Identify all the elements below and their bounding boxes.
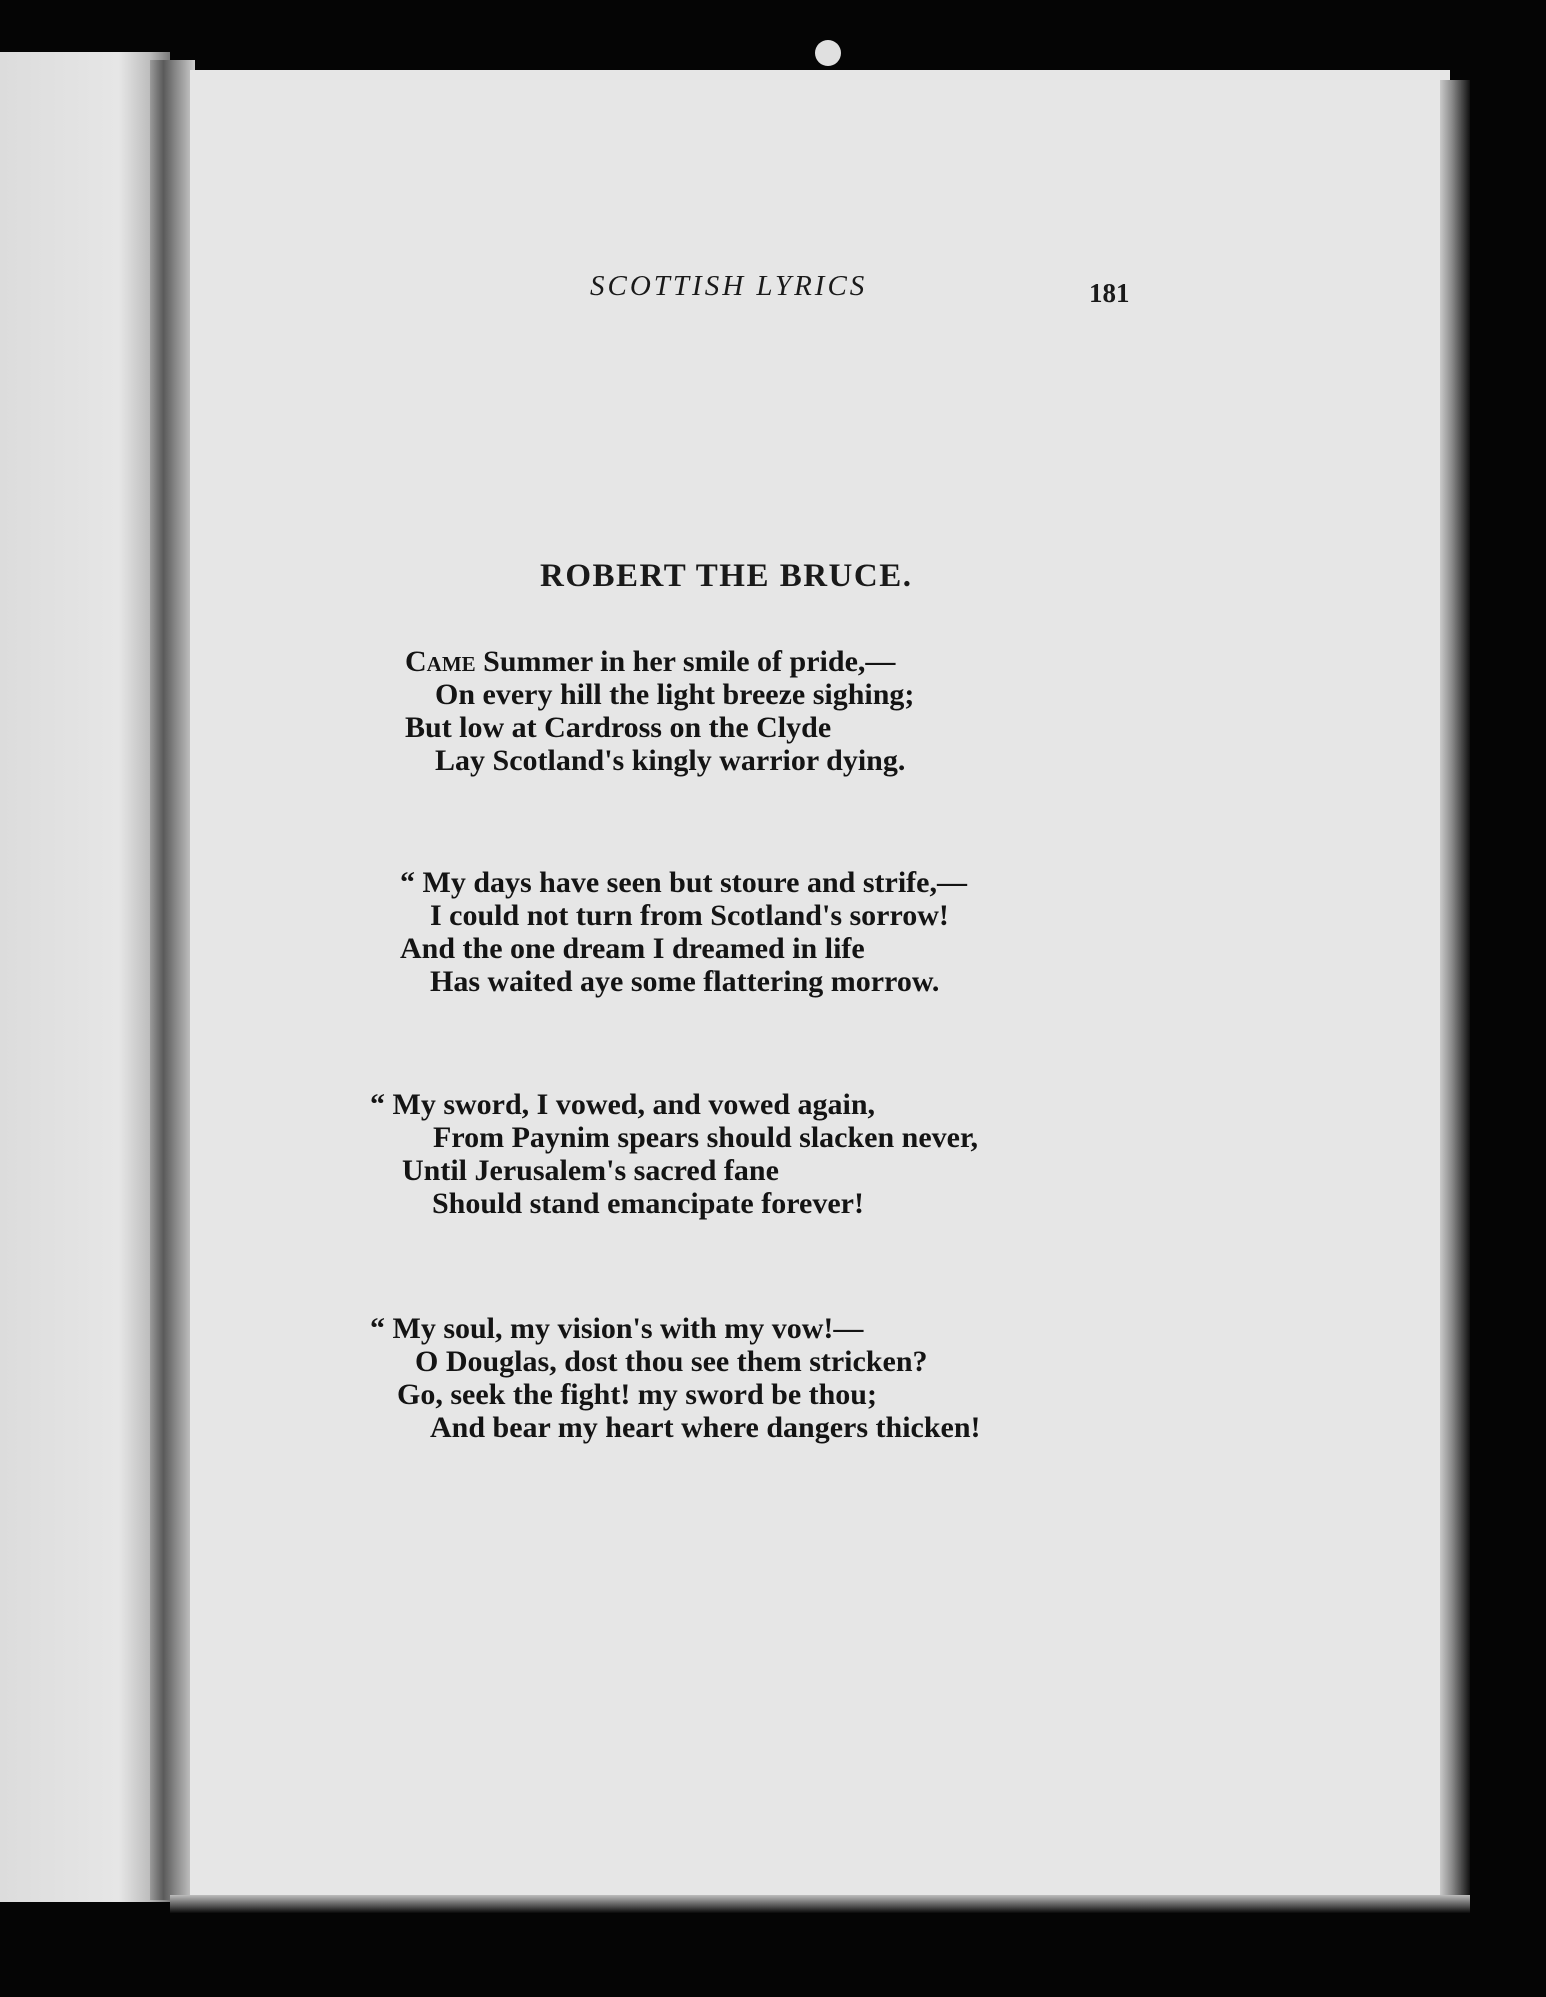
stanza-4 — [370, 1312, 981, 1444]
poem-line: “ My soul, my vision's with my vow!— — [370, 1312, 864, 1345]
poem-line: I could not turn from Scotland's sorrow! — [430, 899, 949, 932]
poem-line: From Paynim spears should slacken never, — [433, 1121, 979, 1154]
running-head: SCOTTISH LYRICS — [590, 270, 868, 302]
stanza-1 — [405, 645, 914, 777]
poem-line: And bear my heart where dangers thicken! — [430, 1411, 981, 1444]
poem-line: “ My days have seen but stoure and strife,— — [400, 866, 967, 899]
poem-line: Lay Scotland's kingly warrior dying. — [435, 744, 906, 777]
poem-line: Until Jerusalem's sacred fane — [402, 1154, 779, 1187]
poem-line: Go, seek the fight! my sword be thou; — [397, 1378, 877, 1411]
poem-line — [405, 645, 914, 678]
line-text: Summer in her smile of pride,— — [475, 645, 896, 678]
poem-line: O Douglas, dost thou see them stricken? — [415, 1345, 928, 1378]
stanza-3 — [370, 1088, 978, 1220]
poem-line: And the one dream I dreamed in life — [400, 932, 865, 965]
drop-word: Came — [405, 645, 476, 678]
poem-line: On every hill the light breeze sighing; — [435, 678, 915, 711]
poem-line: Has waited aye some flattering morrow. — [430, 965, 940, 998]
poem-line: Should stand emancipate forever! — [432, 1187, 864, 1220]
poem-title: ROBERT THE BRUCE. — [540, 558, 913, 594]
poem-line: “ My sword, I vowed, and vowed again, — [370, 1088, 876, 1121]
poem-line: But low at Cardross on the Clyde — [405, 711, 832, 744]
page-number: 181 — [1089, 278, 1130, 308]
stanza-2 — [400, 866, 967, 998]
